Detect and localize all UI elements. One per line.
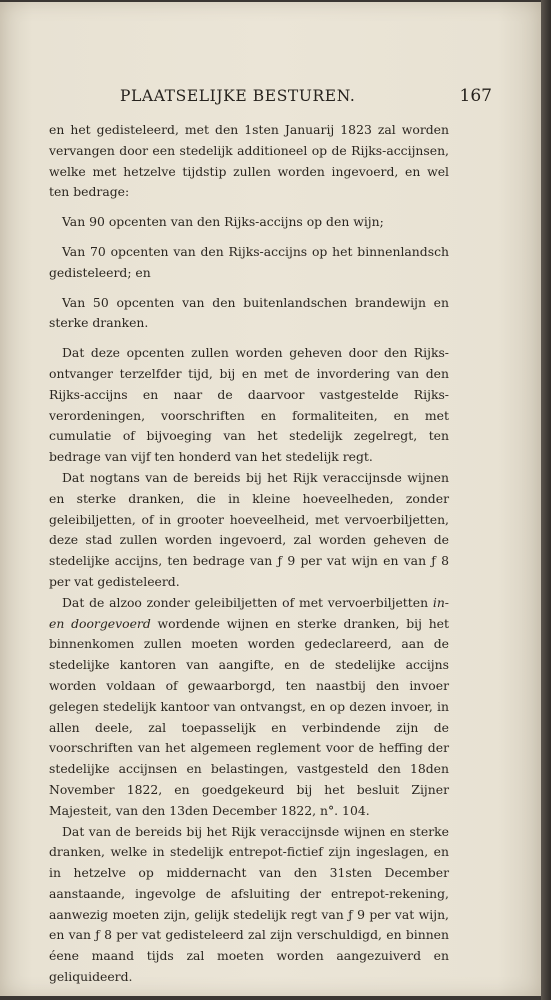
paragraph-6: Dat nogtans van de bereids bij het Rijk veraccijnsde wijnen en sterke dranken, die in kleine hoeveelheden, zonder geleibiljetten, of in grooter hoeveelheid, met vervoerbiljetten, deze stad zullen worden ingevoerd, zal worden geheven de stedelijke accijns, ten bedrage van ƒ 9 per vat wijn en van ƒ 8 per vat gedisteleerd. (49, 469, 449, 589)
book-page (0, 2, 541, 996)
paragraph-4: Van 50 opcenten van den buitenlandschen brandewijn en sterke dranken. (49, 294, 449, 331)
page-edge (541, 0, 551, 1000)
running-head: PLAATSELIJKE BESTUREN. (120, 87, 356, 105)
paragraph-7-italic: in- en doorgevoerd (49, 594, 449, 631)
paragraph-8: Dat van de bereids bij het Rijk veraccijnsde wijnen en sterke dranken, welke in stedelijk entrepot-fictief zijn ingeslagen, en in hetzelve op middernacht van den 31sten December aanstaande, ingevolge de afsluiting der entrepot-rekening, aanwezig moeten zijn, gelijk stedelijk regt van ƒ 9 per vat wijn, en van ƒ 8 per vat gedisteleerd zal zijn verschuldigd, en binnen éene maand tijds zal moeten worden aangezuiverd en geliquideerd. (49, 823, 449, 985)
page-header (40, 84, 492, 110)
page-number: 167 (459, 86, 492, 106)
paragraph-7-start: Dat de alzoo zonder geleibiljetten of met vervoerbiljetten (62, 594, 433, 610)
paragraph-3: Van 70 opcenten van den Rijks-accijns op het binnenlandsch gedisteleerd; en (49, 243, 449, 280)
body-text (49, 120, 449, 988)
paragraph-1: en het gedisteleerd, met den 1sten Januarij 1823 zal worden vervangen door een stedelijk additioneel op de Rijks-accijnsen, welke met hetzelve tijdstip zullen worden ingevoerd, en wel ten bedrage: (49, 122, 449, 200)
paragraph-7 (49, 593, 449, 822)
paragraph-5: Dat deze opcenten zullen worden geheven door den Rijks-ontvanger terzelfder tijd, bij en met de invordering van den Rijks-accijns en naar de daarvoor vastgestelde Rijks-verordeningen, voorschriften en formaliteiten, en met cumulatie of bijvoeging van het stedelijk zegelregt, ten bedrage van vijf ten honderd van het stedelijk regt. (49, 345, 449, 465)
paragraph-7-end: wordende wijnen en sterke dranken, bij het binnenkomen zullen moeten worden gedeclareerd, aan de stedelijke kantoren van aangifte, en de stedelijke accijns worden voldaan of gewaarborgd, ten naastbij den invoer gelegen stedelijk kantoor van ontvangst, en op dezen invoer, in allen deele, zal toepasselijk en verbindende zijn de voorschriften van het algemeen reglement voor de heffing der stedelijke accijnsen en belastingen, vastgesteld den 18den November 1822, en goedgekeurd bij het besluit Zijner Majesteit, van den 13den December 1822, n°. 104. (49, 615, 449, 818)
paragraph-2: Van 90 opcenten van den Rijks-accijns op den wijn; (62, 214, 384, 230)
